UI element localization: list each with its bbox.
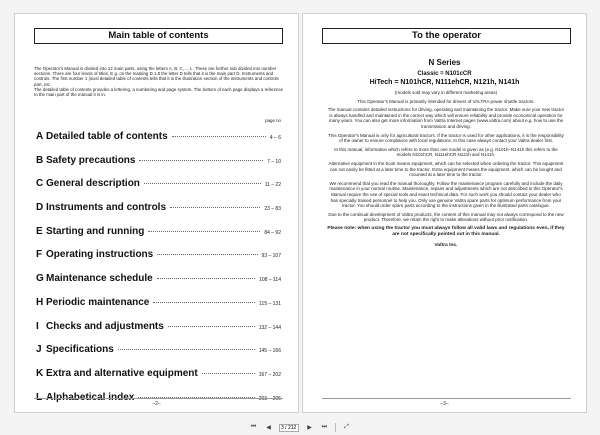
operator-text — [327, 90, 565, 252]
toc-letter: E — [36, 225, 43, 237]
toc-leader — [118, 349, 255, 350]
intro-paragraph: The Operator's Manual is divided into 12 main parts, using the letters A, B, C, ... L. These are further sub divided into number sections. There are four levels of titles. E.g. on the marking D.1.8 the letter D tells that it is the main part D. Instruments and controls. The first number 1 (sixsl detailed table of contents tells that it is the illustration section of the instruments and controls part, etc. — [34, 66, 279, 87]
page-title: Main table of contents — [34, 28, 283, 44]
safety-note: Please note: when using the tractor you must always follow all valid laws and regulations even, if they are not specifically pointed out in this manual. — [327, 225, 565, 237]
last-page-icon[interactable]: ⏭ — [321, 424, 328, 430]
page-no-label: page no — [265, 118, 281, 123]
toc-pages: 115 – 131 — [259, 300, 281, 307]
toc-title: Alphabetical index — [46, 391, 135, 403]
toc-item[interactable] — [36, 297, 281, 321]
page-number: –2– — [152, 401, 161, 407]
paragraph: (models sold may vary in different marketing areas) — [394, 90, 498, 95]
first-page-icon[interactable]: ⏮ — [250, 424, 257, 430]
paragraph: Alternative equipment in the book means equipment, which can be selected when ordering the tractor. This equipment can not easily be fitted at a later time to the tractor. Extra equipment means the equipment, which can be bought and mounted at a later time to the tractor. — [328, 160, 564, 178]
toc-leader — [172, 136, 266, 137]
viewer-toolbar — [0, 420, 600, 435]
toc-leader — [168, 326, 255, 327]
footer-divider — [322, 398, 571, 399]
series-title: N Series — [428, 58, 461, 67]
intro-paragraph: The detailed table of contents provides a lettering, a numbering and page system. The bottom of each page displays a reference to the main part of the manual it is in. — [34, 86, 284, 98]
toc-title: Checks and adjustments — [46, 320, 164, 332]
toc-item[interactable] — [36, 226, 281, 250]
toc-title: Detailed table of contents — [46, 131, 168, 142]
toc-title: Starting and running — [46, 225, 145, 237]
paragraph: Due to the continual development of Valtra products, the content of this manual may not always correspond to the new product. Therefore, we retain the right to make alterations without prior notification. — [328, 211, 564, 223]
toc-pages: 108 – 114 — [259, 277, 281, 284]
toc-item[interactable] — [36, 344, 281, 368]
toc-pages: 23 – 83 — [264, 206, 281, 213]
next-page-icon[interactable]: ▶ — [307, 425, 312, 431]
toc-pages: 203 – 205 — [258, 395, 281, 402]
toc-pages: 145 – 166 — [258, 348, 281, 355]
paragraph: In this manual, information which refers to more than one model is given as (e.g. N101h–N141h this refers to the models N101hCR, N111ehCR N121h and N141h. — [334, 146, 558, 158]
toc-pages: 84 – 92 — [264, 229, 281, 236]
toc-leader — [139, 160, 263, 161]
toc-item[interactable] — [36, 202, 281, 226]
toc-item[interactable] — [36, 131, 281, 155]
toc-pages: 132 – 144 — [258, 324, 281, 331]
toc-letter: B — [36, 154, 44, 166]
toc-leader — [148, 231, 260, 232]
toc-letter: J — [36, 344, 42, 356]
paragraph: This Operator's Manual is only for agricultural tractors. If the tractor is used for other applications, it is the responsibility of the owner to ensure compliance with local regulations. In this case always contact your Valtra dealer first. — [328, 132, 564, 144]
toc-leader — [144, 183, 261, 184]
toc-title: Maintenance schedule — [46, 273, 153, 285]
toc-letter: D — [36, 202, 44, 214]
footer-divider — [34, 398, 283, 399]
toc-title: Periodic maintenance — [46, 296, 150, 308]
toc-letter: C — [36, 178, 44, 190]
toc-title: Extra and alternative equipment — [46, 367, 198, 379]
page-number: –3– — [440, 401, 449, 407]
toc-title: General description — [46, 178, 140, 190]
toolbar-divider — [335, 423, 336, 432]
toc-pages: 7 – 10 — [267, 158, 281, 165]
toc-pages: 11 – 22 — [264, 182, 281, 189]
left-page — [14, 13, 299, 413]
toc-letter: A — [36, 131, 44, 142]
toc-title: Operating instructions — [46, 249, 154, 261]
toc-item[interactable] — [36, 368, 281, 392]
toc-leader — [153, 302, 255, 303]
toc-leader — [170, 207, 260, 208]
toc-title: Safety precautions — [46, 154, 136, 166]
paragraph: The manual contains detailed instructions for driving, operating and maintaining the tractor. Make sure your new tractor is always handled and maintained in the correct way which will ensure reliability and provide economical operation for many years. You can also get more information from Valtra Internet pages (www.valtra.com) about e.g. how to use the transmission and driving. — [327, 107, 565, 129]
toc-item[interactable] — [36, 249, 281, 273]
toc-letter: L — [36, 391, 43, 403]
classic-models: Classic = N101cCR — [417, 71, 472, 77]
toc-item[interactable] — [36, 321, 281, 345]
page-number-input[interactable] — [279, 424, 299, 432]
toc-letter: I — [36, 320, 39, 332]
paragraph: We recommend that you read the manual thoroughly. Follow the maintenance program carefully and include the daily maintenance in your normal routine. Maintenance, repairs and adjustments which are not described in this Operator's Manual require the use of special tools and exact technical data. For such work you should contact your dealer who has specially trained personnel to help you. Only use genuine Valtra spare parts for optimum performance from your tractor. You should order spare parts according to the instructions given in the illustrated parts catalogue. — [329, 180, 563, 209]
paragraph: This Operator's Manual is primarily intended for drivers of VALTRA power shuttle tractors. — [357, 98, 535, 104]
intro-text — [34, 66, 286, 97]
right-page — [302, 13, 587, 413]
toc-leader — [157, 278, 255, 279]
toc-letter: K — [36, 367, 44, 379]
toc-title: Instruments and controls — [46, 202, 167, 214]
signature: Valtra Inc. — [434, 243, 458, 249]
prev-page-icon[interactable]: ◀ — [266, 425, 271, 431]
toc-item[interactable] — [36, 155, 281, 179]
toc-leader — [157, 254, 257, 255]
toc-list — [36, 131, 281, 413]
toc-pages: 4 – 6 — [269, 135, 281, 141]
toc-title: Specifications — [46, 344, 114, 356]
toc-letter: H — [36, 296, 44, 308]
page-title: To the operator — [322, 28, 571, 44]
toc-item[interactable] — [36, 273, 281, 297]
toc-letter: G — [36, 273, 44, 285]
toc-leader — [202, 373, 255, 374]
toc-pages: 93 – 107 — [261, 253, 281, 260]
zoom-icon[interactable]: ⤢ — [344, 424, 349, 430]
hitech-models: HiTech = N101hCR, N111ehCR, N121h, N141h — [369, 79, 520, 86]
toc-letter: F — [36, 249, 43, 261]
toc-item[interactable] — [36, 178, 281, 202]
toc-pages: 167 – 202 — [258, 371, 281, 378]
